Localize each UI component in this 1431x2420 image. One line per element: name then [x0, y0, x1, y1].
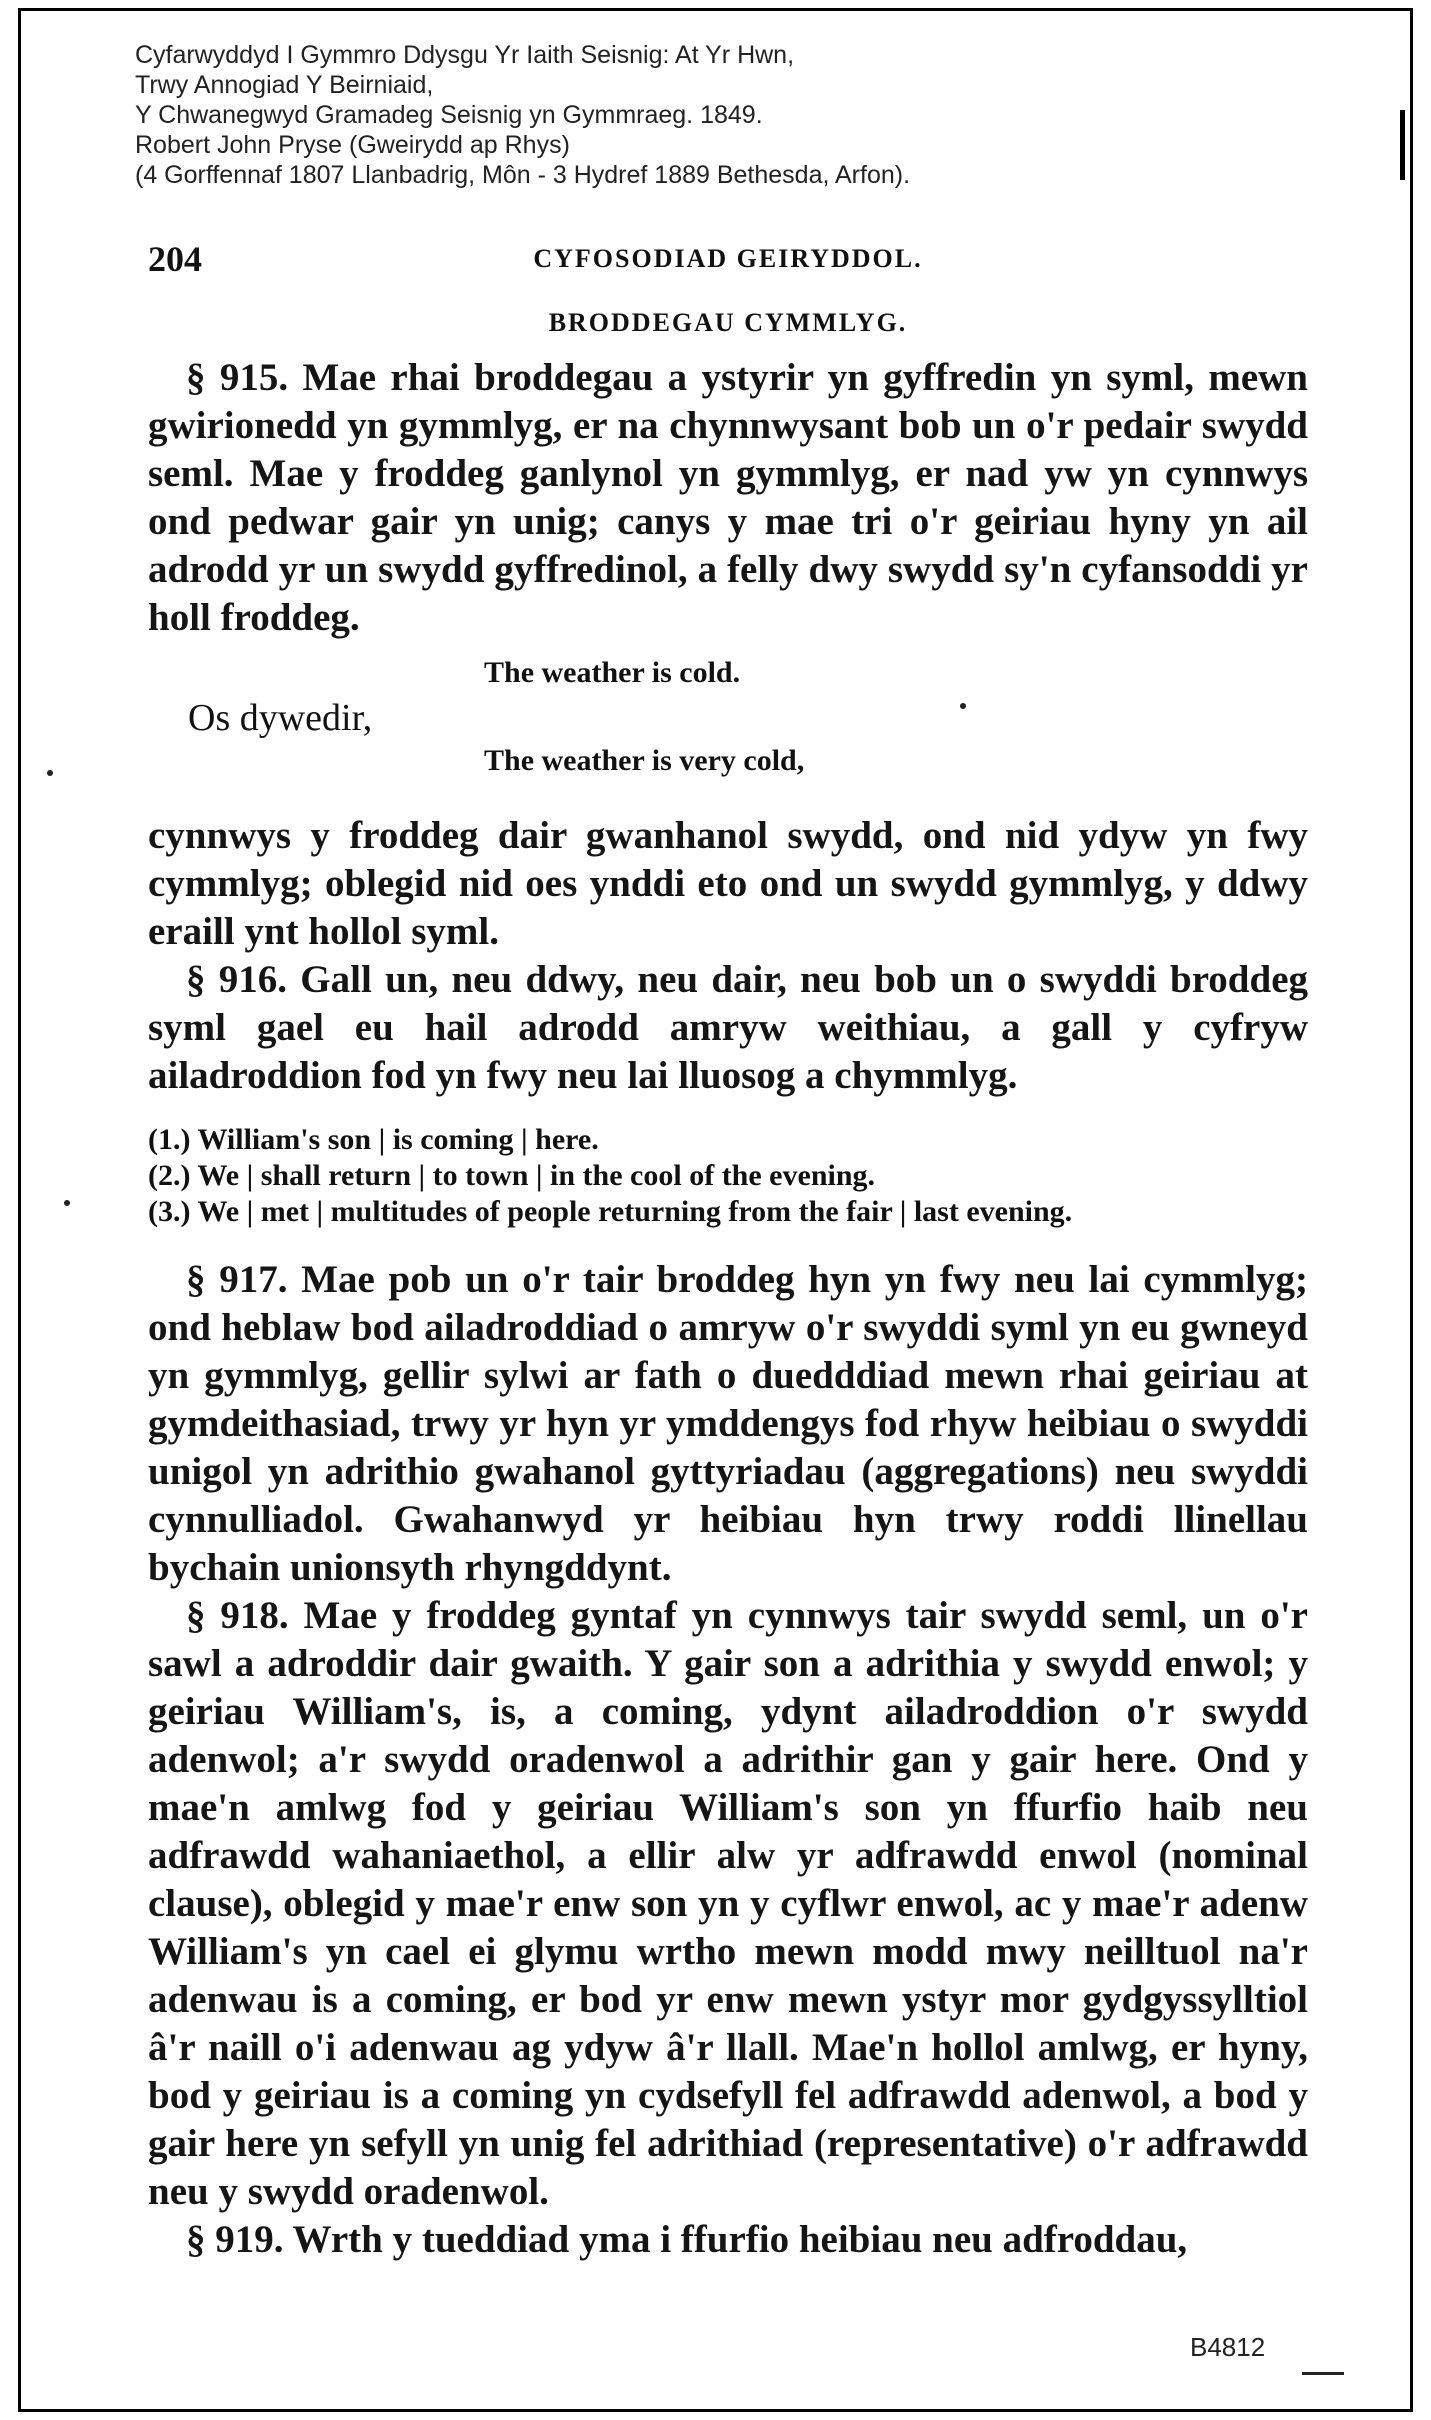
example-b: The weather is very cold, [484, 744, 805, 777]
running-head [148, 238, 1308, 286]
header-line: Robert John Pryse (Gweirydd ap Rhys) [135, 131, 570, 159]
section-title: BRODDEGAU CYMMLYG. [548, 308, 908, 337]
scan-speck [960, 703, 966, 709]
book-page [148, 238, 1308, 2264]
header-line: Cyfarwyddyd I Gymmro Ddysgu Yr Iaith Seisnig: At Yr Hwn, [135, 41, 795, 69]
running-title: CYFOSODIAD GEIRYDDOL. [533, 244, 923, 273]
scan-speck [64, 1200, 70, 1206]
numbered-examples [148, 1122, 1308, 1230]
scan-edge-mark [1400, 110, 1405, 180]
numbered-example: (1.) William's son | is coming | here. [148, 1123, 599, 1156]
example-intro: Os dywedir, [188, 697, 373, 739]
paragraph-915-continued: cynnwys y froddeg dair gwanhanol swydd, ond nid ydyw yn fwy cymmlyg; oblegid nid oes ynddi eto ond un swydd gymmlyg, y ddwy eraill ynt hollol syml. [148, 814, 1308, 953]
bibliographic-header [135, 40, 1285, 190]
scan-speck [47, 770, 53, 776]
numbered-example: (3.) We | met | multitudes of people returning from the fair | last evening. [148, 1195, 1073, 1228]
paragraph-917: § 917. Mae pob un o'r tair broddeg hyn yn fwy neu lai cymmlyg; ond heblaw bod ailadroddiad o amryw o'r swyddi syml yn eu gwneyd yn gymmlyg, gellir sylwi ar fath o duedddiad mewn rhai geiriau at gymdeithasiad, trwy yr hyn yr ymddengys fod rhyw heibiau o swyddi unigol yn adrithio gwahanol gyttyriadau (aggregations) neu swyddi cynnulliadol. Gwahanwyd yr heibiau hyn trwy roddi llinellau bychain unionsyth rhyngddynt. [148, 1258, 1308, 1589]
header-line: Y Chwanegwyd Gramadeg Seisnig yn Gymmraeg. 1849. [135, 101, 763, 129]
paragraph-916: § 916. Gall un, neu ddwy, neu dair, neu bob un o swyddi broddeg syml gael eu hail adrodd amryw weithiau, a gall y cyfryw ailadroddion fod yn fwy neu lai lluosog a chymmlyg. [148, 958, 1308, 1097]
example-a: The weather is cold. [484, 656, 741, 689]
paragraph-918: § 918. Mae y froddeg gyntaf yn cynnwys tair swydd seml, un o'r sawl a adroddir dair gwaith. Y gair son a adrithia y swydd enwol; y geiriau William's, is, a coming, ydynt ailadroddion o'r swydd adenwol; a'r swydd oradenwol a adrithir gan y gair here. Ond y mae'n amlwg fod y geiriau William's son yn ffurfio haib neu adfrawdd wahaniaethol, a ellir alw yr adfrawdd enwol (nominal clause), oblegid y mae'r enw son yn y cyflwr enwol, ac y mae'r adenw William's yn cael ei glymu wrtho mewn modd mwy neilltuol na'r adenwau is a coming, er bod yr enw mewn ystyr mor gydgyssylltiol â'r naill o'i adenwau ag ydyw â'r llall. Mae'n hollol amlwg, er hyny, bod y geiriau is a coming yn cydsefyll fel adfrawdd adenwol, a bod y gair here yn sefyll yn unig fel adrithiad (representative) o'r adfrawdd neu y swydd oradenwol. [148, 1594, 1308, 2213]
header-line: Trwy Annogiad Y Beirniaid, [135, 71, 434, 99]
footer-mark [1302, 2372, 1344, 2375]
page-number: 204 [148, 239, 202, 279]
header-line: (4 Gorffennaf 1807 Llanbadrig, Môn - 3 Hydref 1889 Bethesda, Arfon). [135, 161, 911, 189]
paragraph-915: § 915. Mae rhai broddegau a ystyrir yn gyffredin yn syml, mewn gwirionedd yn gymmlyg, er na chynnwysant bob un o'r pedair swydd seml. Mae y froddeg ganlynol yn gymmlyg, er nad yw yn cynnwys ond pedwar gair yn unig; canys y mae tri o'r geiriau hyny yn ail adrodd yr un swydd gyffredinol, a felly dwy swydd sy'n cyfansoddi yr holl froddeg. [148, 356, 1308, 639]
paragraph-919: § 919. Wrth y tueddiad yma i ffurfio heibiau neu adfroddau, [186, 2218, 1188, 2261]
document-code: B4812 [1190, 2332, 1266, 2362]
example-sentences [148, 656, 1308, 796]
numbered-example: (2.) We | shall return | to town | in the cool of the evening. [148, 1159, 876, 1192]
